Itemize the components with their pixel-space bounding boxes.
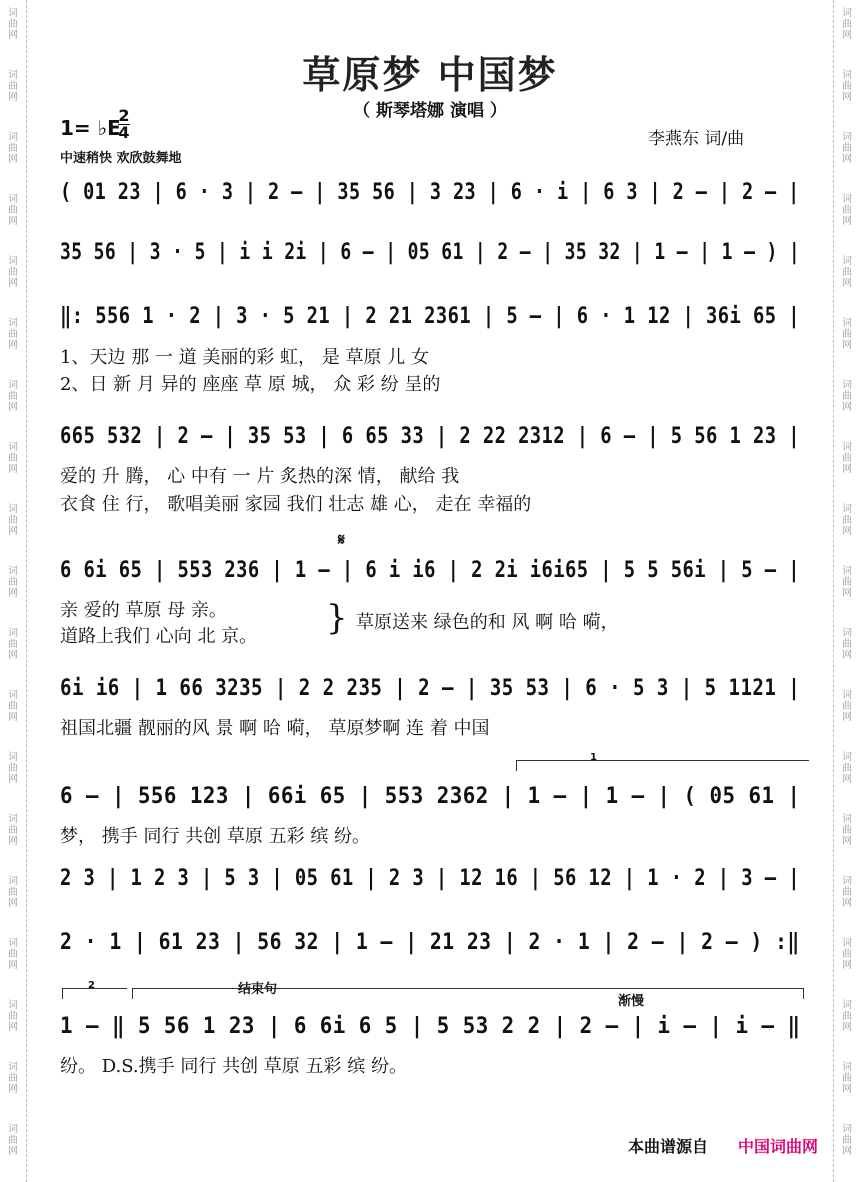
watermark-glyph: 词 曲 网 bbox=[8, 256, 18, 289]
watermark-glyph: 词 曲 网 bbox=[842, 70, 852, 103]
watermark-glyph: 词 曲 网 bbox=[842, 132, 852, 165]
watermark-glyph: 词 曲 网 bbox=[842, 256, 852, 289]
watermark-glyph: 词 曲 网 bbox=[842, 690, 852, 723]
watermark-glyph: 词 曲 网 bbox=[842, 876, 852, 909]
watermark-glyph: 词 曲 网 bbox=[842, 194, 852, 227]
watermark-glyph: 词 曲 网 bbox=[8, 566, 18, 599]
watermark-glyph: 词 曲 网 bbox=[842, 1124, 852, 1157]
watermark-glyph: 词 曲 网 bbox=[842, 1000, 852, 1033]
watermark-glyph: 词 曲 网 bbox=[8, 70, 18, 103]
watermark-glyph: 词 曲 网 bbox=[842, 380, 852, 413]
notation-line-4: 665 532 | 2 – | 35 53 | 6 65 33 | 2 22 2312 | 6 – | 5 56 1 23 | bbox=[60, 424, 800, 449]
watermark-glyph: 词 曲 网 bbox=[8, 628, 18, 661]
watermark-glyph: 词 曲 网 bbox=[8, 752, 18, 785]
watermark-glyph: 词 曲 网 bbox=[8, 194, 18, 227]
singer-credit: （ 斯琴塔娜 演唱 ） bbox=[353, 101, 507, 121]
watermark-glyph: 词 曲 网 bbox=[842, 1062, 852, 1095]
watermark-glyph: 词 曲 网 bbox=[8, 318, 18, 351]
ritardando-label: 渐慢 bbox=[618, 994, 645, 1009]
coda-label: 结束句 bbox=[238, 982, 278, 997]
lyric-line-7: 梦， 携手 同行 共创 草原 五彩 缤 纷。 bbox=[60, 826, 371, 847]
right-watermark-strip bbox=[833, 0, 860, 1182]
watermark-glyph: 词 曲 网 bbox=[8, 132, 18, 165]
notation-line-2: 35 56 | 3 · 5 | i i 2i | 6 – | 05 61 | 2 – | 35 32 | 1 – | 1 – ) | bbox=[60, 240, 801, 265]
watermark-glyph: 词 曲 网 bbox=[842, 628, 852, 661]
watermark-glyph: 词 曲 网 bbox=[8, 1124, 18, 1157]
watermark-glyph: 词 曲 网 bbox=[8, 442, 18, 475]
notation-line-7: 6 – | 556 123 | 66i 65 | 553 2362 | 1 – | 1 – | ( 05 61 | bbox=[60, 784, 801, 809]
watermark-glyph: 词 曲 网 bbox=[8, 938, 18, 971]
first-ending-bracket bbox=[516, 760, 809, 771]
watermark-glyph: 词 曲 网 bbox=[8, 380, 18, 413]
song-title: 草原梦 中国梦 bbox=[302, 53, 558, 97]
time-signature-top: 2 bbox=[118, 106, 130, 125]
lyric-line-5b: 道路上我们 心向 北 京。 bbox=[60, 626, 258, 647]
lyric-line-10: 纷。 D.S.携手 同行 共创 草原 五彩 缤 纷。 bbox=[60, 1056, 407, 1077]
lyric-line-6: 祖国北疆 靓丽的风 景 啊 哈 嗬， 草原梦啊 连 着 中国 bbox=[60, 718, 490, 739]
watermark-glyph: 词 曲 网 bbox=[842, 504, 852, 537]
lyric-line-4a: 爱的 升 腾， 心 中有 一 片 炙热的深 情， 献给 我 bbox=[60, 466, 460, 487]
time-signature-bottom: 4 bbox=[118, 123, 130, 142]
time-signature bbox=[118, 108, 130, 141]
watermark-glyph: 词 曲 网 bbox=[8, 814, 18, 847]
watermark-glyph: 词 曲 网 bbox=[8, 1000, 18, 1033]
lyric-line-3b: 2、日 新 月 异的 座座 草 原 城， 众 彩 纷 呈的 bbox=[60, 374, 441, 395]
notation-line-5: 6 6i 65 | 553 236 | 1 – | 6 i i6 | 2 2i i6i65 | 5 5 56i | 5 – | bbox=[60, 558, 800, 583]
lyric-line-4b: 衣食 住 行， 歌唱美丽 家园 我们 壮志 雄 心， 走在 幸福的 bbox=[60, 494, 532, 515]
notation-line-10: 1 – ‖ 5 56 1 23 | 6 6i 6 5 | 5 53 2 2 | 2 – | i – | i – ‖ bbox=[60, 1014, 801, 1039]
tempo-marking: 中速稍快 欢欣鼓舞地 bbox=[60, 151, 182, 166]
watermark-glyph: 词 曲 网 bbox=[8, 8, 18, 41]
lyric-line-3a: 1、天边 那 一 道 美丽的彩 虹， 是 草原 儿 女 bbox=[60, 347, 429, 368]
first-ending-number: 1 bbox=[590, 752, 597, 763]
watermark-glyph: 词 曲 网 bbox=[842, 752, 852, 785]
composer-credit: 李燕东 词/曲 bbox=[648, 129, 745, 149]
footer-source-label: 本曲谱源自 bbox=[628, 1137, 709, 1156]
watermark-glyph: 词 曲 网 bbox=[842, 814, 852, 847]
lyric-line-5a: 亲 爱的 草原 母 亲。 bbox=[60, 600, 227, 621]
watermark-glyph: 词 曲 网 bbox=[842, 442, 852, 475]
lyric-brace: } bbox=[326, 598, 348, 638]
notation-line-1: ( 01 23 | 6 · 3 | 2 – | 35 56 | 3 23 | 6 · i | 6 3 | 2 – | 2 – | bbox=[60, 180, 800, 205]
second-ending-number: 2 bbox=[88, 980, 95, 991]
coda-bracket bbox=[132, 988, 804, 999]
left-watermark-strip bbox=[0, 0, 27, 1182]
watermark-glyph: 词 曲 网 bbox=[842, 566, 852, 599]
notation-line-8: 2 3 | 1 2 3 | 5 3 | 05 61 | 2 3 | 12 16 | 56 12 | 1 · 2 | 3 – | bbox=[60, 866, 800, 891]
watermark-glyph: 词 曲 网 bbox=[842, 938, 852, 971]
footer-site-link[interactable]: 中国词曲网 bbox=[738, 1137, 819, 1156]
watermark-glyph: 词 曲 网 bbox=[8, 1062, 18, 1095]
notation-line-3: ‖: 556 1 · 2 | 3 · 5 21 | 2 21 2361 | 5 – | 6 · 1 12 | 36i 65 | bbox=[60, 304, 800, 329]
watermark-glyph: 词 曲 网 bbox=[8, 504, 18, 537]
watermark-glyph: 词 曲 网 bbox=[842, 318, 852, 351]
chorus-lyric: 草原送来 绿色的和 风 啊 哈 嗬， bbox=[356, 612, 619, 633]
watermark-glyph: 词 曲 网 bbox=[8, 690, 18, 723]
segno-sign: 𝄋 bbox=[338, 530, 345, 549]
key-signature: 1= ♭E bbox=[60, 116, 121, 140]
watermark-glyph: 词 曲 网 bbox=[8, 876, 18, 909]
watermark-glyph: 词 曲 网 bbox=[842, 8, 852, 41]
notation-line-6: 6i i6 | 1 66 3235 | 2 2 235 | 2 – | 35 53 | 6 · 5 3 | 5 1121 | bbox=[60, 676, 801, 701]
notation-line-9: 2 · 1 | 61 23 | 56 32 | 1 – | 21 23 | 2 · 1 | 2 – | 2 – ) :‖ bbox=[60, 930, 800, 955]
